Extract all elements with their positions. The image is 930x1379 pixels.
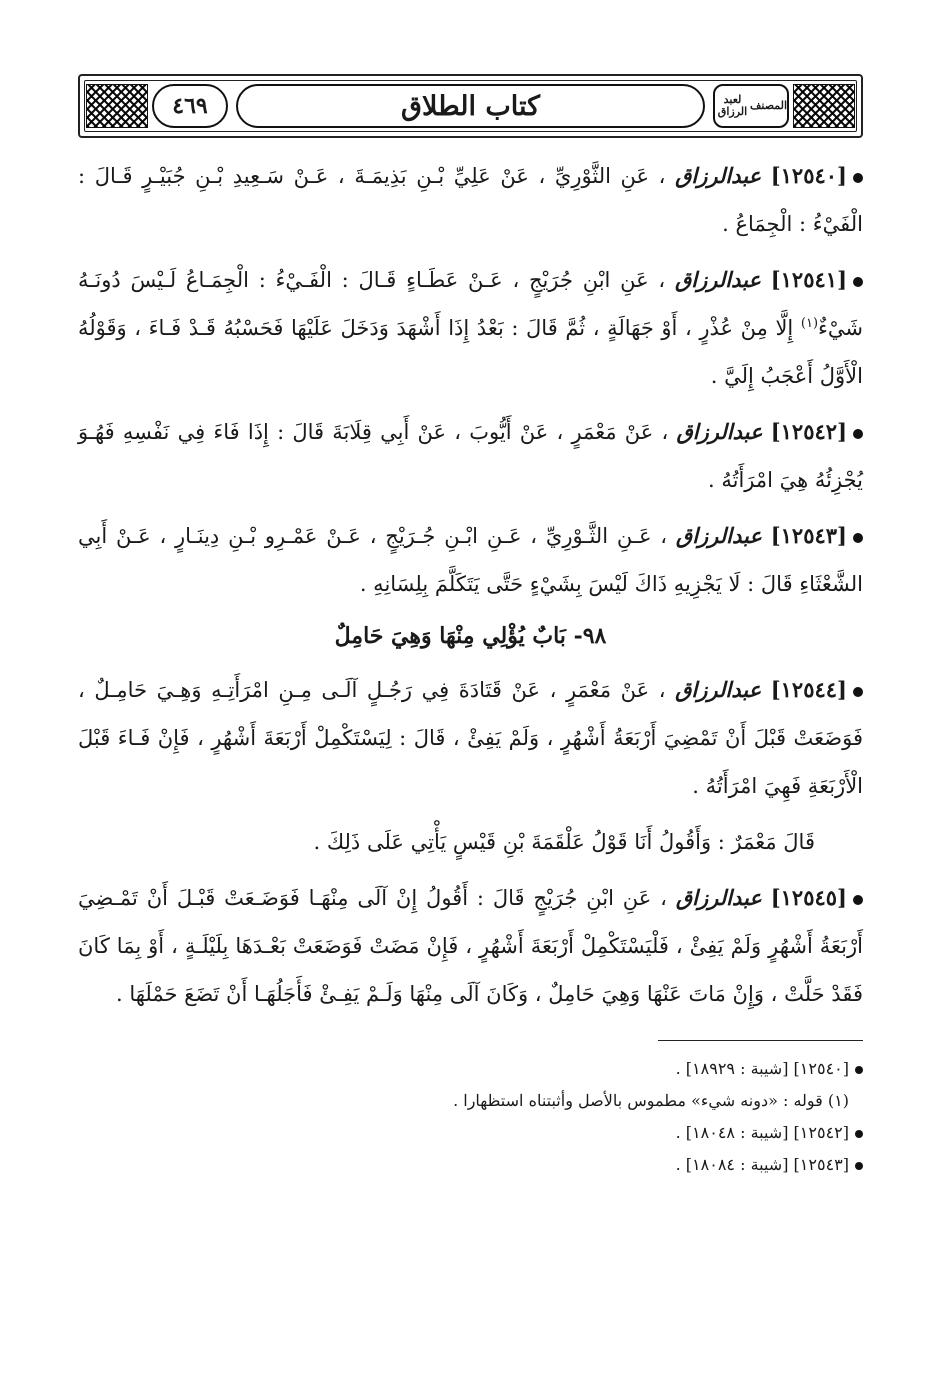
footnotes bbox=[78, 1053, 863, 1181]
hadith-text: ، عَنْ مَعْمَرٍ ، عَنْ أَيُّوبَ ، عَنْ أَبِي قِلَابَةَ قَالَ : إِذَا فَاءَ فِي نَفْسِهِ فَهُـوَ يُجْزِئُهُ هِيَ امْرَأَتُهُ . bbox=[78, 420, 863, 492]
hadith-ref: [١٢٥٤٣] bbox=[770, 523, 847, 548]
footnote-item bbox=[78, 1117, 863, 1149]
footnote-divider bbox=[658, 1040, 863, 1041]
hadith-12541 bbox=[78, 256, 863, 400]
page bbox=[78, 74, 863, 1181]
mamar-statement: قَالَ مَعْمَرٌ : وَأَقُولُ أَنَا قَوْلُ عَلْقَمَةَ بْنِ قَيْسٍ يَأْتِي عَلَى ذَلِكَ . bbox=[313, 830, 815, 854]
hadith-author: عبدالرزاق bbox=[675, 163, 762, 188]
footnote-text: [١٢٥٤٣] [شيبة : ١٨٠٨٤] . bbox=[675, 1155, 849, 1174]
bullet-icon bbox=[855, 1066, 863, 1074]
bullet-icon bbox=[855, 1162, 863, 1170]
hadith-12542 bbox=[78, 408, 863, 504]
ornament-left-icon bbox=[86, 84, 148, 128]
hadith-author: عبدالرزاق bbox=[676, 419, 763, 444]
hadith-12543 bbox=[78, 512, 863, 608]
bullet-icon bbox=[853, 687, 863, 697]
hadith-text: ، عَنِ ابْنِ جُرَيْجٍ ، عَـنْ عَطَـاءٍ قَـالَ : الْفَـيْءُ : الْجِمَـاعُ لَـيْسَ دُونَـهُ شَيْءٌ bbox=[78, 268, 863, 340]
book-logo bbox=[713, 84, 789, 128]
header-left bbox=[86, 84, 228, 128]
hadith-ref: [١٢٥٤٤] bbox=[770, 677, 847, 702]
header-right bbox=[713, 84, 855, 128]
hadith-author: عبدالرزاق bbox=[675, 523, 762, 548]
bullet-icon bbox=[853, 895, 863, 905]
footnote-text: (١) قوله : «دونه شيء» مطموس بالأصل وأثبتناه استظهارا . bbox=[453, 1091, 849, 1110]
main-content bbox=[78, 152, 863, 1181]
hadith-ref: [١٢٥٤١] bbox=[770, 267, 847, 292]
hadith-text: ، عَـنِ الثَّـوْرِيِّ ، عَـنِ ابْـنِ جُـرَيْجٍ ، عَـنْ عَمْـرِو بْـنِ دِينَـارٍ ، عَـنْ أَبِي الشَّعْثَاءِ قَالَ : لَا يَجْزِيهِ ذَاكَ لَيْسَ بِشَيْءٍ حَتَّى يَتَكَلَّمَ بِلِسَانِهِ . bbox=[78, 524, 863, 596]
hadith-text: ، عَنِ الثَّوْرِيِّ ، عَنْ عَلِيِّ بْـنِ بَذِيمَـةَ ، عَـنْ سَـعِيدِ بْـنِ جُبَيْـرٍ قَـالَ : الْفَيْءُ : الْجِمَاعُ . bbox=[78, 164, 863, 236]
ornament-right-icon bbox=[793, 84, 855, 128]
hadith-12544 bbox=[78, 666, 863, 810]
footnote-item bbox=[78, 1085, 863, 1117]
hadith-ref: [١٢٥٤٥] bbox=[770, 885, 847, 910]
hadith-text: ، عَنْ مَعْمَرٍ ، عَنْ قَتَادَةَ فِي رَجُـلٍ آلَـى مِـنِ امْرَأَتِـهِ وَهِـيَ حَامِـلٌ ، فَوَضَعَتْ قَبْلَ أَنْ تَمْضِيَ أَرْبَعَةُ أَشْهُرٍ ، وَلَمْ يَفِئْ ، قَالَ : لِيَسْتَكْمِلْ أَرْبَعَةَ أَشْهُرٍ ، فَإِنْ فَـاءَ قَبْلَ الْأَرْبَعَةِ فَهِيَ امْرَأَتُهُ . bbox=[78, 678, 863, 798]
hadith-author: عبدالرزاق bbox=[675, 677, 762, 702]
footnote-marker: (١) bbox=[800, 316, 819, 331]
logo-line2: لعبد الرزاق bbox=[717, 92, 748, 118]
section-heading: ٩٨- بَابٌ يُؤْلِي مِنْهَا وَهِيَ حَامِلٌ bbox=[334, 623, 607, 649]
hadith-author: عبدالرزاق bbox=[675, 885, 762, 910]
bullet-icon bbox=[853, 173, 863, 183]
hadith-ref: [١٢٥٤٢] bbox=[770, 419, 847, 444]
bullet-icon bbox=[853, 277, 863, 287]
hadith-author: عبدالرزاق bbox=[674, 267, 761, 292]
footnote-text: [١٢٥٤٢] [شيبة : ١٨٠٤٨] . bbox=[675, 1123, 849, 1142]
bullet-icon bbox=[855, 1130, 863, 1138]
hadith-12540 bbox=[78, 152, 863, 248]
hadith-text-cont: إِلَّا مِنْ عُذْرٍ ، أَوْ جَهَالَةٍ ، ثُمَّ قَالَ : بَعْدُ إِذَا أَشْهَدَ وَدَخَلَ عَلَيْهَا فَحَسْبُهُ قَـدْ فَـاءَ ، وَقَوْلُهُ الْأَوَّلُ أَعْجَبُ إِلَيَّ . bbox=[78, 316, 863, 388]
bullet-icon bbox=[853, 429, 863, 439]
logo-line1: المصنف bbox=[749, 98, 787, 112]
chapter-title: كتاب الطلاق bbox=[236, 84, 705, 128]
hadith-ref: [١٢٥٤٠] bbox=[770, 163, 847, 188]
bullet-icon bbox=[853, 533, 863, 543]
page-header bbox=[78, 74, 863, 138]
hadith-text: ، عَنِ ابْنِ جُرَيْجٍ قَالَ : أَقُولُ إِنْ آلَى مِنْهَـا فَوَضَـعَتْ قَبْـلَ أَنْ تَمْـضِيَ أَرْبَعَةُ أَشْهُرٍ وَلَمْ يَفِئْ ، فَلْيَسْتَكْمِلْ أَرْبَعَةَ أَشْهُرٍ ، فَإِنْ مَضَتْ فَوَضَعَتْ بَعْـدَهَا بِلَيْلَـةٍ ، أَوْ بِمَا كَانَ فَقَدْ حَلَّتْ ، وَإِنْ مَاتَ عَنْهَا وَهِيَ حَامِلٌ ، وَكَانَ آلَى مِنْهَا وَلَـمْ يَفِـئْ فَأَجَلُهَـا أَنْ تَضَعَ حَمْلَهَا . bbox=[78, 886, 863, 1006]
footnote-text: [١٢٥٤٠] [شيبة : ١٨٩٢٩] . bbox=[675, 1059, 849, 1078]
hadith-12545 bbox=[78, 874, 863, 1018]
footnote-item bbox=[78, 1149, 863, 1181]
footnote-item bbox=[78, 1053, 863, 1085]
page-number: ٤٦٩ bbox=[152, 84, 228, 128]
